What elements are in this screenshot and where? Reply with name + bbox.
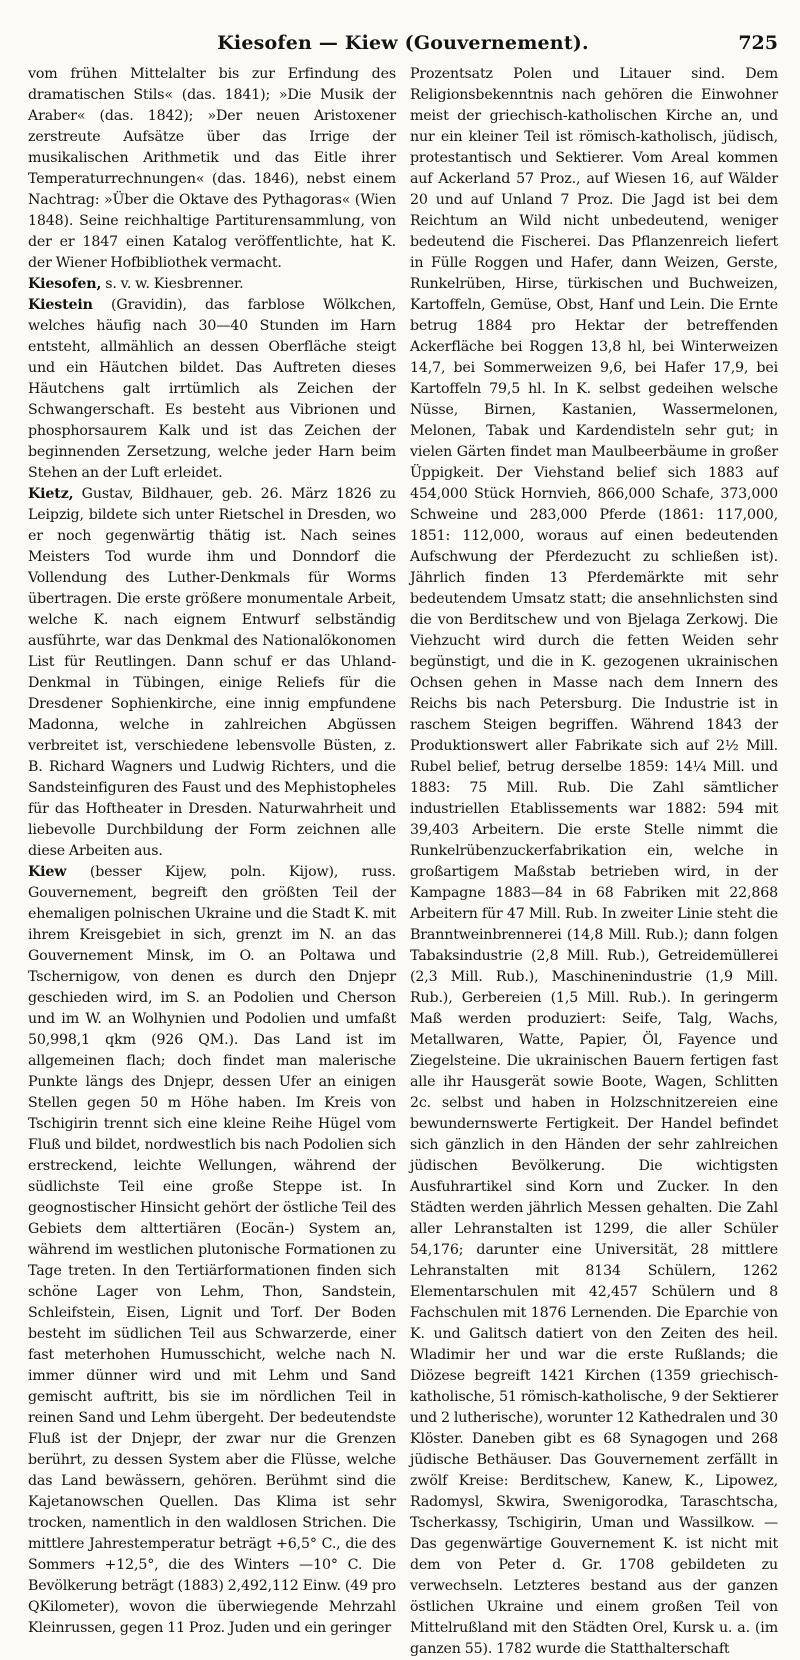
entry-paragraph (410, 64, 778, 1660)
entry-paragraph (28, 64, 396, 274)
entry-text: Prozentsatz Polen und Litauer sind. Dem Religionsbekenntnis nach gehören die Einwohner meist der griechisch-katholischen Kirche an, und nur ein kleiner Teil ist römisch-katholisch, jüdisch, protestantisch und Sektierer. Vom Areal kommen auf Ackerland 57 Proz., auf Wiesen 16, auf Wälder 20 und auf Unland 7 Proz. Die Jagd ist bei dem Reichtum an Wild nicht unbedeutend, weniger bedeutend die Fischerei. Das Pflanzenreich liefert in Fülle Roggen und Hafer, dann Weizen, Gerste, Runkelrüben, Hirse, türkischen und Buchweizen, Kartoffeln, Gemüse, Obst, Hanf und Lein. Die Ernte betrug 1884 pro Hektar der betreffenden Ackerfläche bei Roggen 13,8 hl, bei Winterweizen 14,7, bei Sommerweizen 9,6, bei Hafer 17,9, bei Kartoffeln 79,5 hl. In K. selbst gedeihen welsche Nüsse, Birnen, Kastanien, Wassermelonen, Melonen, Tabak und Kardendisteln sehr gut; in vielen Gärten findet man Maulbeerbäume in großer Üppigkeit. Der Viehstand belief sich 1883 auf 454,000 Stück Hornvieh, 866,000 Schafe, 373,000 Schweine und 283,000 Pferde (1861: 117,000, 1851: 112,000, woraus auf einen bedeutenden Aufschwung der Pferdezucht zu schließen ist). Jährlich finden 13 Pferdemärkte mit sehr bedeutendem Umsatz statt; die ansehnlichsten sind die von Berditschew und von Bjelaga Zerkowj. Die Viehzucht wird durch die fetten Weiden sehr begünstigt, und die in K. gezogenen ukrainischen Ochsen gehen in Masse nach dem Innern des Reichs bis nach Petersburg. Die Industrie ist in raschem Steigen begriffen. Während 1843 der Produktionswert aller Fabrikate sich auf 2½ Mill. Rubel belief, betrug derselbe 1859: 14¼ Mill. und 1883: 75 Mill. Rub. Die Zahl sämtlicher industriellen Etablissements war 1882: 594 mit 39,403 Arbeitern. Die erste Stelle nimmt die Runkelrübenzuckerfabrikation ein, welche in großartigem Maßstab betrieben wird, in der Kampagne 1883—84 in 68 Fabriken mit 22,868 Arbeitern für 47 Mill. Rub. In zweiter Linie steht die Branntweinbrennerei (14,8 Mill. Rub.); dann folgen Tabaksindustrie (2,8 Mill. Rub.), Getreidemüllerei (2,3 Mill. Rub.), Maschinenindustrie (1,9 Mill. Rub.), Gerbereien (1,5 Mill. Rub.). In geringerm Maß werden produziert: Seife, Talg, Wachs, Metallwaren, Watte, Papier, Öl, Fayence und Ziegelsteine. Die ukrainischen Bauern fertigen fast alle ihr Hausgerät sowie Boote, Wagen, Schlitten 2c. selbst und haben in Holzschnitzereien eine bewundernswerte Fertigkeit. Der Handel befindet sich gänzlich in den Händen der sehr zahlreichen jüdischen Bevölkerung. Die wichtigsten Ausfuhrartikel sind Korn und Zucker. In den Städten werden jährlich Messen gehalten. Die Zahl aller Lehranstalten ist 1299, die aller Schüler 54,176; darunter eine Universität, 28 mittlere Lehranstalten mit 8134 Schülern, 1262 Elementarschulen mit 42,457 Schülern und 8 Fachschulen mit 1876 Lernenden. Die Eparchie von K. und Galitsch datiert von den Zeiten des heil. Wladimir her und war die erste Rußlands; die Diözese begreift 1421 Kirchen (1359 griechisch-katholische, 51 römisch-katholische, 9 der Sektierer und 2 lutherische), worunter 12 Kathedralen und 30 Klöster. Daneben gibt es 68 Synagogen und 268 jüdische Bethäuser. Das Gouvernement zerfällt in zwölf Kreise: Berditschew, Kanew, K., Lipowez, Radomysl, Skwira, Swenigorodka, Taraschtscha, Tscherkassy, Tschigirin, Uman und Wassilkow. — Das gegenwärtige Gouvernement K. ist nicht mit dem von Peter d. Gr. 1708 gebildeten zu verwechseln. Letzteres bestand aus der ganzen östlichen Ukraine und einem großen Teil von Mittelrußland mit den Städten Orel, Kursk u. a. (im ganzen 55). 1782 wurde die Statthalterschaft (410, 66, 778, 1657)
entry-lemma: Kiestein (28, 297, 93, 313)
entry-lemma: Kiesofen, (28, 276, 102, 292)
entry-lemma: Kietz, (28, 486, 74, 502)
page-number: 725 (738, 32, 778, 54)
entry-lemma: Kiew (28, 864, 67, 880)
entry-text: vom frühen Mittelalter bis zur Erfindung des dramatischen Stils« (das. 1841); »Die Musik der Araber« (das. 1842); »Der neuen Aristoxener zerstreute Aufsätze über das Irrige der musikalischen Arithmetik und das Eitle ihrer Temperaturrechnungen« (das. 1846), nebst einem Nachtrag: »Über die Oktave des Pythagoras« (Wien 1848). Seine reichhaltige Partiturensammlung, von der er 1847 einen Katalog veröffentlichte, hat K. der Wiener Hofbibliothek vermacht. (28, 66, 396, 271)
text-columns (28, 64, 778, 1660)
entry-kiesofen (28, 274, 396, 295)
entry-text: s. v. w. Kiesbrenner. (101, 276, 244, 292)
running-title: Kiesofen — Kiew (Gouvernement). (217, 32, 589, 54)
entry-kiestein (28, 295, 396, 484)
entry-kiew (28, 862, 396, 1639)
entry-text: (besser Kijew, poln. Kijow), russ. Gouvernement, begreift den größten Teil der ehemaligen polnischen Ukraine und die Stadt K. mit ihrem Kreisgebiet in sich, grenzt im N. an das Gouvernement Minsk, im O. an Poltawa und Tschernigow, von denen es durch den Dnjepr geschieden wird, im S. an Podolien und Cherson und im W. an Wolhynien und Podolien und umfaßt 50,998,1 qkm (926 QM.). Das Land ist im allgemeinen flach; doch findet man malerische Punkte längs des Dnjepr, dessen Ufer an einigen Stellen gegen 50 m Höhe haben. Im Kreis von Tschigirin trennt sich eine kleine Reihe Hügel vom Fluß und bildet, nordwestlich bis nach Podolien sich erstreckend, leichte Wellungen, während der südlichste Teil eine große Steppe ist. In geognostischer Hinsicht gehört der östliche Teil des Gebiets dem alttertiären (Eocän-) System an, während im westlichen plutonische Formationen zu Tage treten. In den Tertiärformationen finden sich schöne Lager von Lehm, Thon, Sandstein, Schleifstein, Eisen, Lignit und Torf. Der Boden besteht im südlichen Teil aus Schwarzerde, einer fast meterhohen Humusschicht, welche nach N. immer dünner wird und mit Lehm und Sand gemischt auftritt, bis sie im nördlichen Teil in reinen Sand und Lehm übergeht. Der bedeutendste Fluß ist der Dnjepr, der zwar nur die Grenzen berührt, zu dessen System aber die Flüsse, welche das Land bewässern, gehören. Berühmt sind die Kajetanowschen Quellen. Das Klima ist sehr trocken, namentlich in den waldlosen Strichen. Die mittlere Jahrestemperatur beträgt +6,5° C., die des Sommers +12,5°, die des Winters —10° C. Die Bevölkerung beträgt (1883) 2,492,112 Einw. (49 pro QKilometer), wovon die überwiegende Mehrzahl Kleinrussen, gegen 11 Proz. Juden und ein geringer (28, 864, 396, 1636)
right-column (410, 64, 778, 1660)
entry-kietz (28, 484, 396, 862)
left-column (28, 64, 396, 1660)
entry-text: (Gravidin), das farblose Wölkchen, welches häufig nach 30—40 Stunden im Harn entsteht, allmählich an dessen Oberfläche steigt und ein Häutchen bildet. Das Auftreten dieses Häutchens galt irrtümlich als Zeichen der Schwangerschaft. Es besteht aus Vibrionen und phosphorsaurem Kalk und ist das Zeichen der beginnenden Zersetzung, welche jeder Harn beim Stehen an der Luft erleidet. (28, 297, 396, 481)
page-header (28, 30, 778, 60)
entry-text: Gustav, Bildhauer, geb. 26. März 1826 zu Leipzig, bildete sich unter Rietschel in Dresden, wo er noch gegenwärtig thätig ist. Nach seines Meisters Tod wurde ihm und Donndorf die Vollendung des Luther-Denkmals für Worms übertragen. Die erste größere monumentale Arbeit, welche K. nach eignem Entwurf selbständig ausführte, war das Denkmal des Nationalökonomen List für Reutlingen. Dann schuf er das Uhland-Denkmal in Tübingen, einige Reliefs für die Dresdener Sophienkirche, eine innig empfundene Madonna, welche in zahlreichen Abgüssen verbreitet ist, verschiedene lebensvolle Büsten, z. B. Richard Wagners und Ludwig Richters, und die Sandsteinfiguren des Faust und des Mephistopheles für das Hoftheater in Dresden. Naturwahrheit und liebevolle Durchbildung der Form zeichnen alle diese Arbeiten aus. (28, 486, 396, 859)
